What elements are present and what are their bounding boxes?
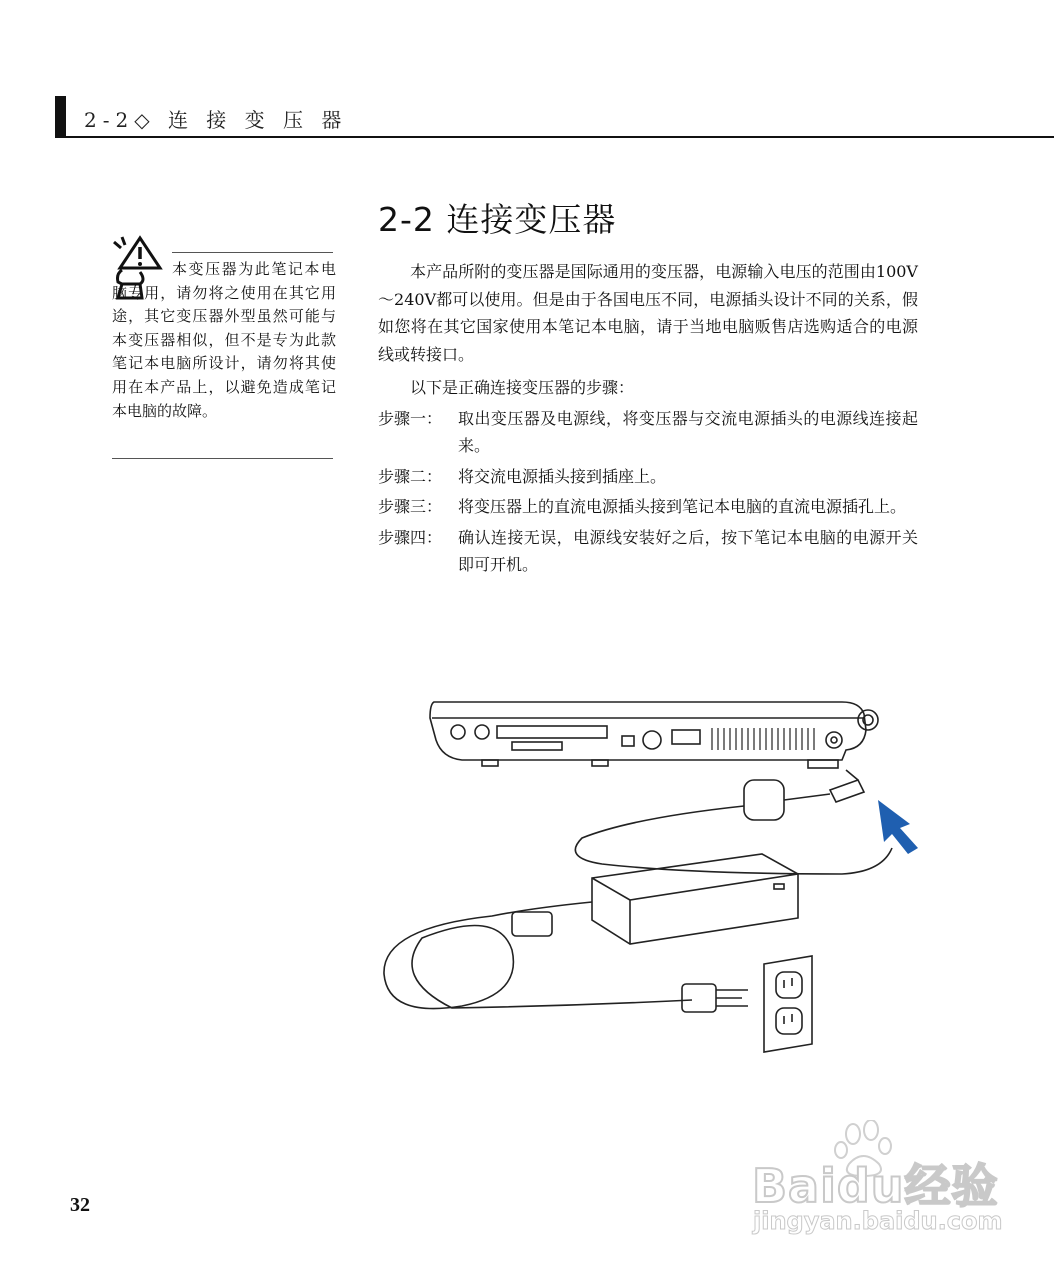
header-bar (55, 96, 66, 138)
step-label: 步骤四： (378, 527, 443, 547)
step-text: 将交流电源插头接到插座上。 (458, 466, 667, 486)
watermark-brand: Baidu经验 (752, 1159, 999, 1213)
laptop-icon (430, 702, 878, 768)
step-4 (378, 524, 918, 579)
step-label: 步骤一： (378, 408, 443, 428)
intro-paragraph: 本产品所附的变压器是国际通用的变压器，电源输入电压的范围由100V～240V都可以使用。但是由于各国电压不同，电源插头设计不同的关系，假如您将在其它国家使用本笔记本电脑，请于当地电脑贩售店选购适合的电源线或转接口。 (378, 262, 918, 364)
dc-plug-icon (744, 770, 864, 820)
adapter-connection-illustration (372, 688, 932, 1068)
step-text: 确认连接无误，电源线安装好之后，按下笔记本电脑的电源开关即可开机。 (458, 527, 918, 574)
insert-direction-arrow (878, 800, 918, 854)
ac-plug-icon (682, 984, 748, 1012)
page-number: 32 (70, 1194, 90, 1216)
note-top-rule (172, 252, 333, 253)
wall-outlet-icon (764, 956, 812, 1052)
step-label: 步骤二： (378, 466, 443, 486)
ac-cord-strain-relief (512, 912, 552, 936)
step-2 (378, 463, 918, 491)
dc-cord (575, 794, 892, 874)
power-adapter-brick-icon (592, 854, 798, 944)
steps-intro: 以下是正确连接变压器的步骤： (410, 378, 635, 397)
page-title: 2-2 连接变压器 (378, 200, 617, 239)
note-bottom-rule (112, 458, 333, 459)
step-label: 步骤三： (378, 497, 443, 516)
step-1 (378, 405, 918, 460)
step-text: 取出变压器及电源线，将变压器与交流电源插头的电源线连接起来。 (458, 408, 918, 455)
watermark-url: jingyan.baidu.com (753, 1207, 1003, 1235)
step-text: 将变压器上的直流电源插头接到笔记本电脑的直流电源插孔上。 (458, 497, 907, 516)
body-text (378, 258, 918, 579)
sidebar-note-text: 本变压器为此笔记本电脑专用，请勿将之使用在其它用途，其它变压器外型虽然可能与本变压器相似，但不是专为此款笔记本电脑所设计，请勿将其使用在本产品上，以避免造成笔记本电脑的故障。 (112, 260, 336, 420)
ac-cord (384, 902, 692, 1009)
step-3 (378, 493, 918, 521)
section-header-title: 2-2◇ 连 接 变 压 器 (84, 108, 348, 132)
header-rule (55, 136, 1054, 138)
